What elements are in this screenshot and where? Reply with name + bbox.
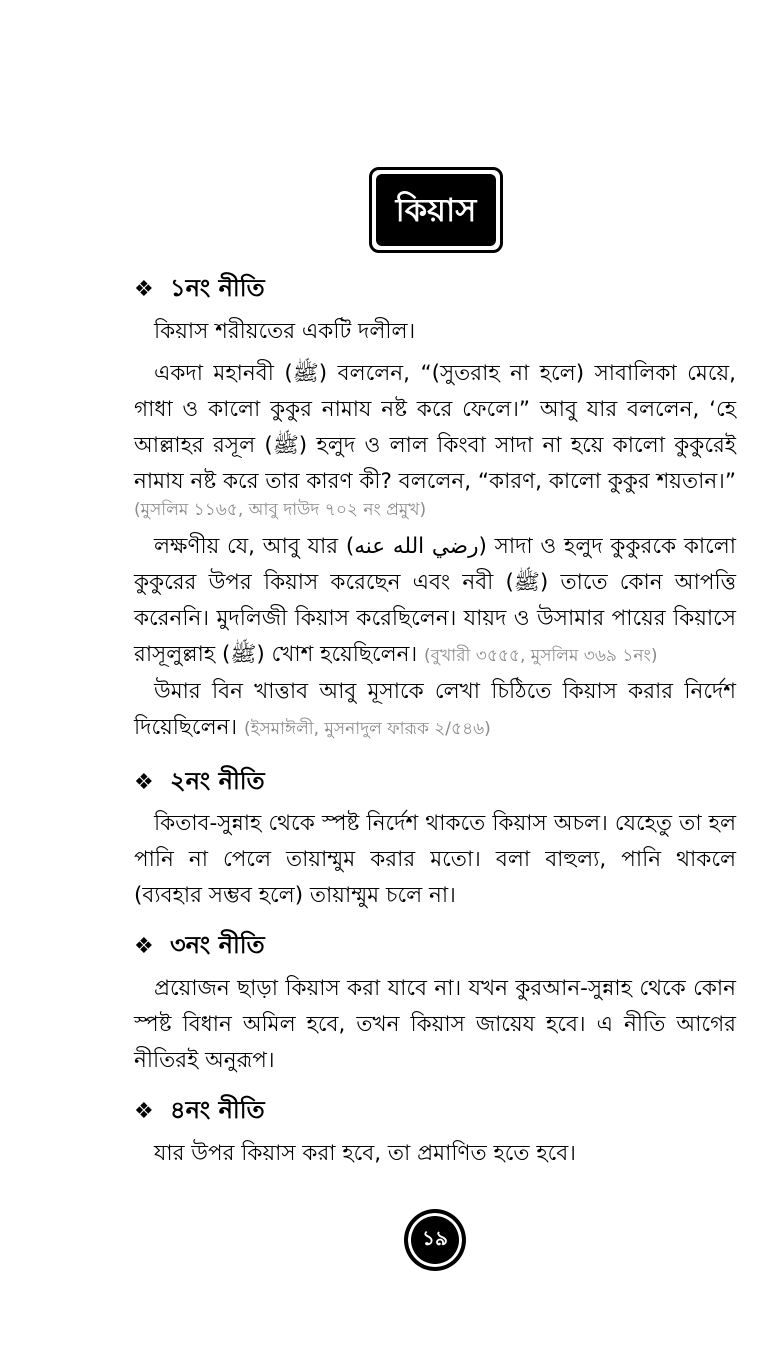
diamond-bullet-icon: ❖ <box>134 770 154 795</box>
diamond-bullet-icon: ❖ <box>134 934 154 959</box>
section-heading-label: ৪নং নীতি <box>170 1096 265 1124</box>
diamond-bullet-icon: ❖ <box>134 1099 154 1124</box>
section-heading-label: ১নং নীতি <box>170 274 265 302</box>
paragraph: একদা মহানবী (ﷺ) বললেন, “(সুতরাহ না হলে) সাবালিকা মেয়ে, গাধা ও কালো কুকুর নামায নষ্ট করে ফেলে।” আবু যার বললেন, ‘হে আল্লাহর রসূল (ﷺ) হলুদ ও লাল কিংবা সাদা না হয়ে কালো কুকুরেই নামায নষ্ট করে তার কারণ কী? বললেন, “কারণ, কালো কুকুর শয়তান।” <box>134 361 736 494</box>
page-number: ১৯ <box>422 1225 448 1250</box>
page-number-badge <box>405 1210 465 1270</box>
chapter-title: কিয়াস <box>376 174 496 246</box>
section-heading-3 <box>134 930 265 962</box>
paragraph: লক্ষণীয় যে, আবু যার (رضي الله عنه) সাদা ও হলুদ কুকুরকে কালো কুকুরের উপর কিয়াস করেছেন এবং নবী (ﷺ) তাতে কোন আপত্তি করেননি। মুদলিজী কিয়াস করেছিলেন। যায়দ ও উসামার পায়ের কিয়াসে রাসূলুল্লাহ (ﷺ) খোশ হয়েছিলেন। (বুখারী ৩৫৫৫, মুসলিম ৩৬৯ ১নং) <box>134 534 736 667</box>
citation: (মুসলিম ১১৬৫, আবু দাউদ ৭০২ নং প্রমুখ) <box>134 500 427 520</box>
section-heading-label: ২নং নীতি <box>170 767 265 795</box>
paragraph: প্রয়োজন ছাড়া কিয়াস করা যাবে না। যখন কুরআন-সুন্নাহ থেকে কোন স্পষ্ট বিধান অমিল হবে, তখন কিয়াস জায়েয হবে। এ নীতি আগের নীতিরই অনুরূপ। <box>134 976 736 1073</box>
citation: (বুখারী ৩৫৫৫, মুসলিম ৩৬৯ ১নং) <box>424 646 658 666</box>
section-heading-1 <box>134 273 265 305</box>
section-heading-label: ৩নং নীতি <box>170 931 265 959</box>
paragraph: যার উপর কিয়াস করা হবে, তা প্রমাণিত হতে হবে। <box>154 1141 576 1166</box>
paragraph: উমার বিন খাত্তাব আবু মূসাকে লেখা চিঠিতে কিয়াস করার নির্দেশ দিয়েছিলেন। (ইসমাঈলী, মুসনাদুল ফারূক ২/৫৪৬) <box>134 679 736 740</box>
citation: (ইসমাঈলী, মুসনাদুল ফারূক ২/৫৪৬) <box>243 719 491 739</box>
paragraph: কিয়াস শরীয়তের একটি দলীল। <box>154 319 416 344</box>
chapter-title-frame <box>369 167 503 253</box>
diamond-bullet-icon: ❖ <box>134 277 154 302</box>
section-heading-2 <box>134 766 265 798</box>
section-heading-4 <box>134 1095 265 1127</box>
paragraph: কিতাব-সুন্নাহ থেকে স্পষ্ট নির্দেশ থাকতে কিয়াস অচল। যেহেতু তা হল পানি না পেলে তায়াম্মুম করার মতো। বলা বাহুল্য, পানি থাকলে (ব্যবহার সম্ভব হলে) তায়াম্মুম চলে না। <box>134 811 736 908</box>
